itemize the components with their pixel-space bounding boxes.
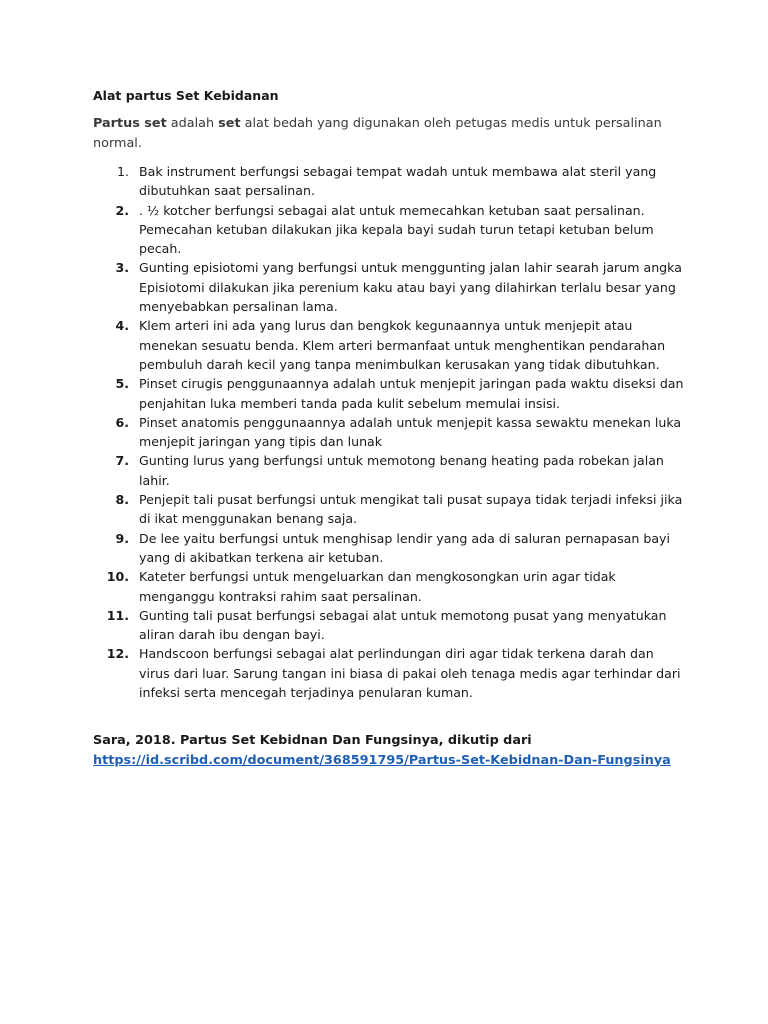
- citation-link[interactable]: https://id.scribd.com/document/368591795/Partus-Set-Kebidnan-Dan-Fungsinya: [93, 752, 671, 768]
- list-item-text: Kateter berfungsi untuk mengeluarkan dan mengkosongkan urin agar tidak menganggu kontraksi rahim saat persalinan.: [139, 569, 616, 604]
- list-item: [93, 258, 688, 316]
- intro-text-2: alat bedah yang digunakan oleh petugas medis untuk persalinan normal.: [93, 116, 662, 151]
- instrument-list: [93, 162, 688, 702]
- list-item: [93, 606, 688, 645]
- list-item: [93, 451, 688, 490]
- intro-text-1: adalah: [166, 116, 219, 131]
- list-item-number: 4.: [115, 318, 129, 334]
- list-item-number: 9.: [115, 530, 129, 546]
- list-item-number: 11.: [106, 607, 129, 623]
- list-item-text: Penjepit tali pusat berfungsi untuk mengikat tali pusat supaya tidak terjadi infeksi jika di ikat menggunakan benang saja.: [139, 492, 683, 527]
- list-item: [93, 529, 688, 568]
- list-item-text: Handscoon berfungsi sebagai alat perlindungan diri agar tidak terkena darah dan virus dari luar. Sarung tangan ini biasa di pakai oleh tenaga medis agar terhindar dari infeksi serta mencegah terjadinya penularan kuman.: [139, 646, 681, 701]
- list-item: [93, 413, 688, 452]
- list-item-number: 8.: [115, 492, 129, 508]
- list-item-number: 2.: [115, 202, 129, 218]
- list-item-text: Pinset cirugis penggunaannya adalah untuk menjepit jaringan pada waktu diseksi dan penjahitan luka memberi tanda pada kulit sebelum memulai insisi.: [139, 376, 684, 411]
- list-item-text: Bak instrument berfungsi sebagai tempat wadah untuk membawa alat steril yang dibutuhkan saat persalinan.: [139, 164, 657, 199]
- list-item: [93, 316, 688, 374]
- citation-text: Sara, 2018. Partus Set Kebidnan Dan Fungsinya, dikutip dari: [93, 733, 532, 748]
- list-item-text: Pinset anatomis penggunaannya adalah untuk menjepit kassa sewaktu menekan luka menjepit jaringan yang tipis dan lunak: [139, 414, 682, 450]
- intro-term-set: set: [218, 116, 241, 131]
- list-item: [93, 490, 688, 529]
- list-item-text: De lee yaitu berfungsi untuk menghisap lendir yang ada di saluran pernapasan bayi yang di akibatkan terkena air ketuban.: [139, 530, 670, 565]
- list-item: [93, 162, 688, 201]
- list-item-number: 10.: [106, 569, 129, 585]
- intro-paragraph: [93, 114, 683, 153]
- list-item-number: 1.: [116, 164, 129, 179]
- list-item-text: Klem arteri ini ada yang lurus dan bengkok kegunaannya untuk menjepit atau menekan sesuatu benda. Klem arteri bermanfaat untuk menghentikan pendarahan pembuluh darah kecil yang tanpa menimbulkan kerusakan yang tidak dibutuhkan.: [139, 318, 666, 372]
- citation: [93, 731, 693, 770]
- list-item-number: 5.: [115, 376, 129, 392]
- intro-term-partus-set: Partus set: [93, 116, 167, 131]
- document-title: Alat partus Set Kebidanan: [93, 88, 279, 103]
- list-item: [93, 374, 688, 413]
- list-item-number: 7.: [115, 453, 129, 469]
- list-item: [93, 567, 688, 606]
- list-item-text: . ½ kotcher berfungsi sebagai alat untuk memecahkan ketuban saat persalinan. Pemecahan ketuban dilakukan jika kepala bayi sudah turun tetapi ketuban belum pecah.: [139, 202, 654, 257]
- list-item-text: Gunting episiotomi yang berfungsi untuk menggunting jalan lahir searah jarum angka Episiotomi dilakukan jika perenium kaku atau bayi yang dilahirkan terlalu besar yang menyebabkan persalinan lama.: [139, 260, 682, 315]
- list-item-number: 3.: [115, 260, 129, 276]
- list-item-number: 6.: [115, 414, 129, 430]
- list-item-number: 12.: [106, 646, 129, 662]
- list-item-text: Gunting lurus yang berfungsi untuk memotong benang heating pada robekan jalan lahir.: [139, 453, 664, 488]
- list-item: [93, 644, 688, 702]
- list-item: [93, 201, 688, 259]
- list-item-text: Gunting tali pusat berfungsi sebagai alat untuk memotong pusat yang menyatukan aliran darah ibu dengan bayi.: [139, 607, 667, 643]
